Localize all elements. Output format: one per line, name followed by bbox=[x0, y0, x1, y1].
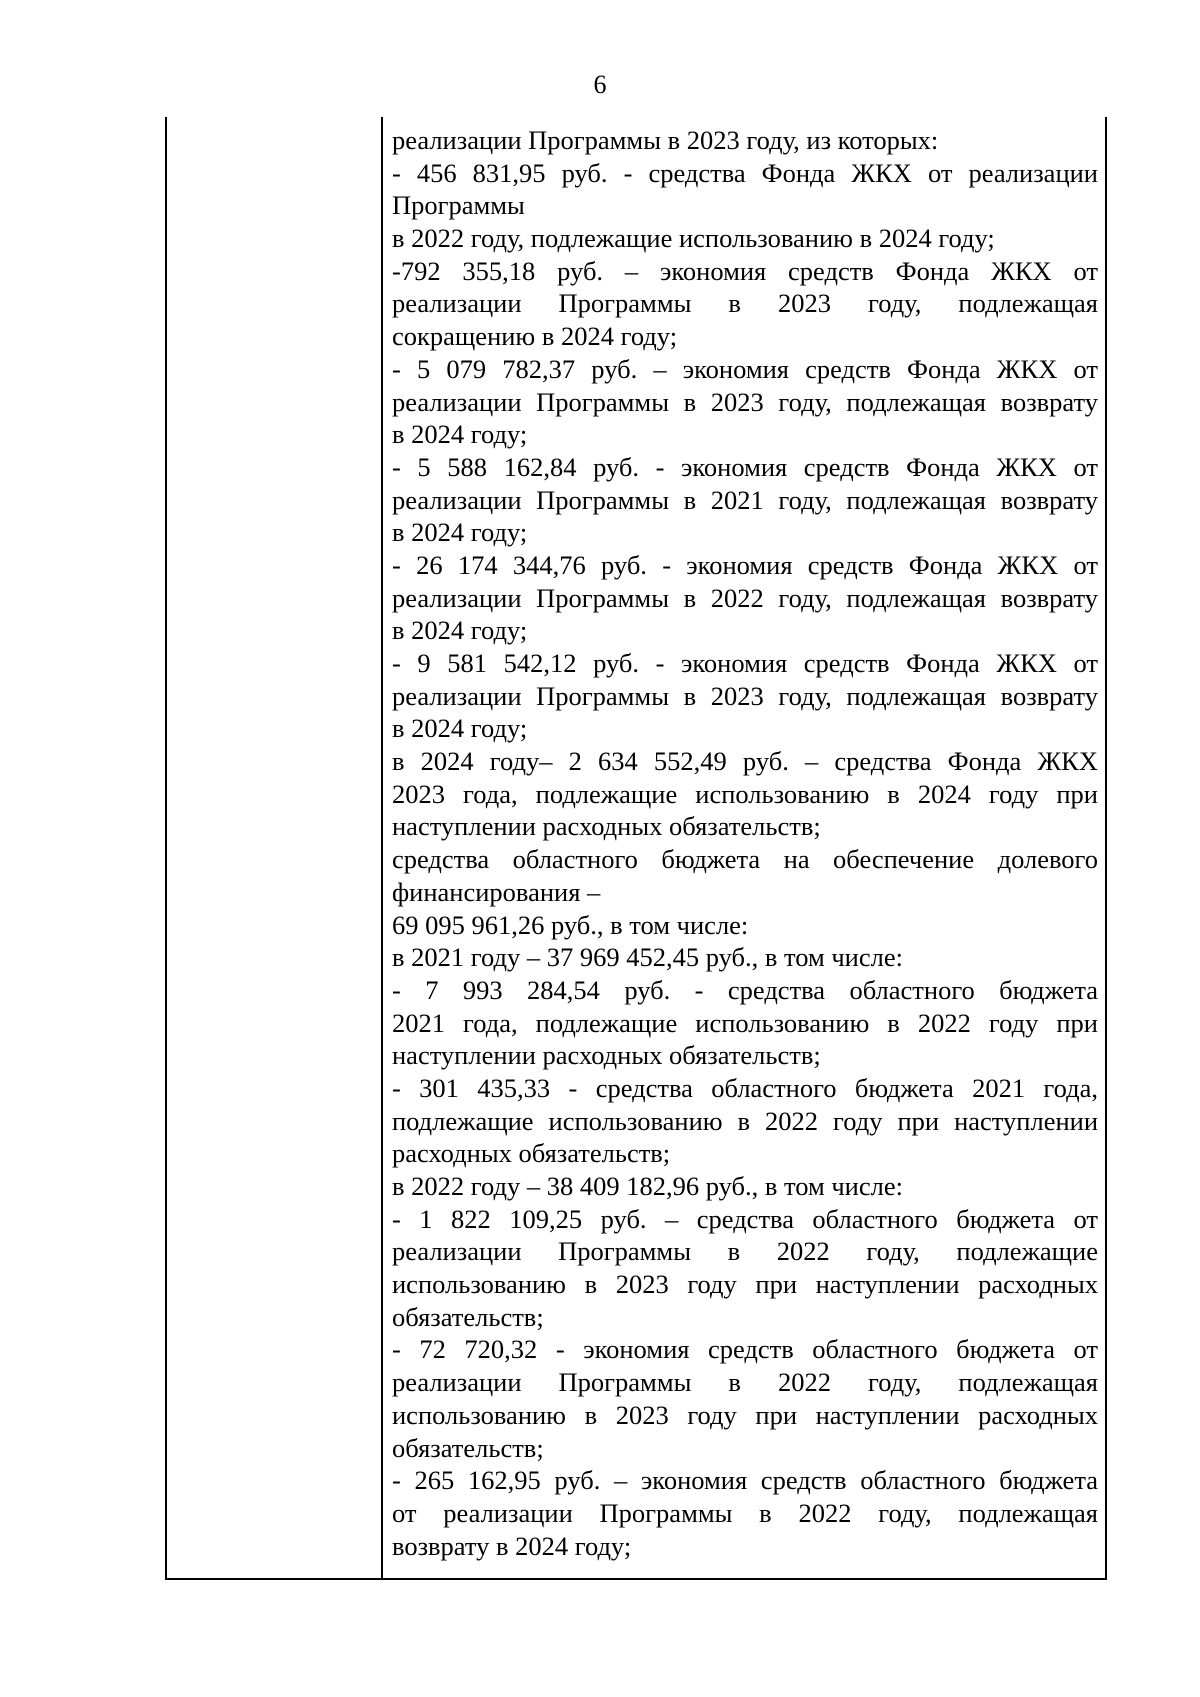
text-line: 2021 года, подлежащие использованию в 2022 году при bbox=[392, 1007, 1098, 1038]
text-line: в 2022 году, подлежащие использованию в 2024 году; bbox=[392, 223, 995, 254]
table-right-column bbox=[383, 117, 1105, 1578]
text-line: в 2022 году – 38 409 182,96 руб., в том числе: bbox=[392, 1171, 903, 1201]
text-line: 2023 года, подлежащие использованию в 2024 году при bbox=[392, 778, 1098, 809]
text-line: сокращению в 2024 году; bbox=[392, 321, 678, 352]
text-line: в 2024 году; bbox=[392, 419, 528, 450]
text-line: подлежащие использованию в 2022 году при наступлении bbox=[392, 1105, 1098, 1136]
text-line: реализации Программы в 2023 году, из которых: bbox=[392, 125, 939, 155]
text-line: в 2024 году; bbox=[392, 615, 528, 646]
text-line: от реализации Программы в 2022 году, подлежащая bbox=[392, 1497, 1098, 1528]
text-line: реализации Программы в 2023 году, подлежащая возврату bbox=[392, 680, 1098, 711]
table-left-column bbox=[167, 117, 383, 1578]
text-line: средства областного бюджета на обеспечение долевого bbox=[392, 844, 1098, 875]
text-line: в 2021 году – 37 969 452,45 руб., в том числе: bbox=[392, 942, 903, 973]
text-line: реализации Программы в 2023 году, подлежащая bbox=[392, 288, 1098, 319]
text-line: - 456 831,95 руб. - средства Фонда ЖКХ от реализации bbox=[392, 157, 1098, 188]
text-line: - 1 822 109,25 руб. – средства областного бюджета от bbox=[392, 1203, 1098, 1234]
text-line: - 26 174 344,76 руб. - экономия средств Фонда ЖКХ от bbox=[392, 549, 1098, 580]
text-line: - 265 162,95 руб. – экономия средств областного бюджета bbox=[392, 1465, 1098, 1496]
text-line: использованию в 2023 году при наступлении расходных bbox=[392, 1399, 1098, 1430]
text-line: - 301 435,33 - средства областного бюджета 2021 года, bbox=[392, 1072, 1098, 1103]
text-line: Программы bbox=[392, 190, 525, 221]
text-line: реализации Программы в 2022 году, подлежащая bbox=[392, 1367, 1098, 1398]
page-number: 6 bbox=[593, 70, 607, 99]
text-line: обязательств; bbox=[392, 1432, 544, 1463]
text-line: - 9 581 542,12 руб. - экономия средств Фонда ЖКХ от bbox=[392, 648, 1098, 678]
text-line: обязательств; bbox=[392, 1301, 544, 1332]
text-line: реализации Программы в 2023 году, подлежащая возврату bbox=[392, 386, 1098, 417]
text-line: в 2024 году– 2 634 552,49 руб. – средства Фонда ЖКХ bbox=[392, 746, 1098, 777]
text-line: в 2024 году; bbox=[392, 713, 528, 744]
text-line: возврату в 2024 году; bbox=[392, 1530, 632, 1561]
text-line: реализации Программы в 2022 году, подлежащие bbox=[392, 1236, 1098, 1267]
text-line: - 7 993 284,54 руб. - средства областного бюджета bbox=[392, 974, 1098, 1005]
text-line: реализации Программы в 2021 году, подлежащая возврату bbox=[392, 484, 1098, 515]
table bbox=[165, 117, 1107, 1580]
text-line: финансирования – bbox=[392, 876, 601, 907]
text-line: 69 095 961,26 руб., в том числе: bbox=[392, 909, 749, 940]
text-line: использованию в 2023 году при наступлении расходных bbox=[392, 1269, 1098, 1300]
text-line: наступлении расходных обязательств; bbox=[392, 1040, 821, 1071]
text-line: реализации Программы в 2022 году, подлежащая возврату bbox=[392, 582, 1098, 613]
text-line: - 5 079 782,37 руб. – экономия средств Фонда ЖКХ от bbox=[392, 353, 1098, 384]
text-line: - 5 588 162,84 руб. - экономия средств Фонда ЖКХ от bbox=[392, 451, 1098, 482]
text-line: наступлении расходных обязательств; bbox=[392, 811, 821, 842]
text-line: расходных обязательств; bbox=[392, 1138, 671, 1169]
text-line: в 2024 году; bbox=[392, 517, 528, 548]
text-line: -792 355,18 руб. – экономия средств Фонда ЖКХ от bbox=[392, 255, 1098, 286]
text-line: - 72 720,32 - экономия средств областного бюджета от bbox=[392, 1334, 1098, 1365]
